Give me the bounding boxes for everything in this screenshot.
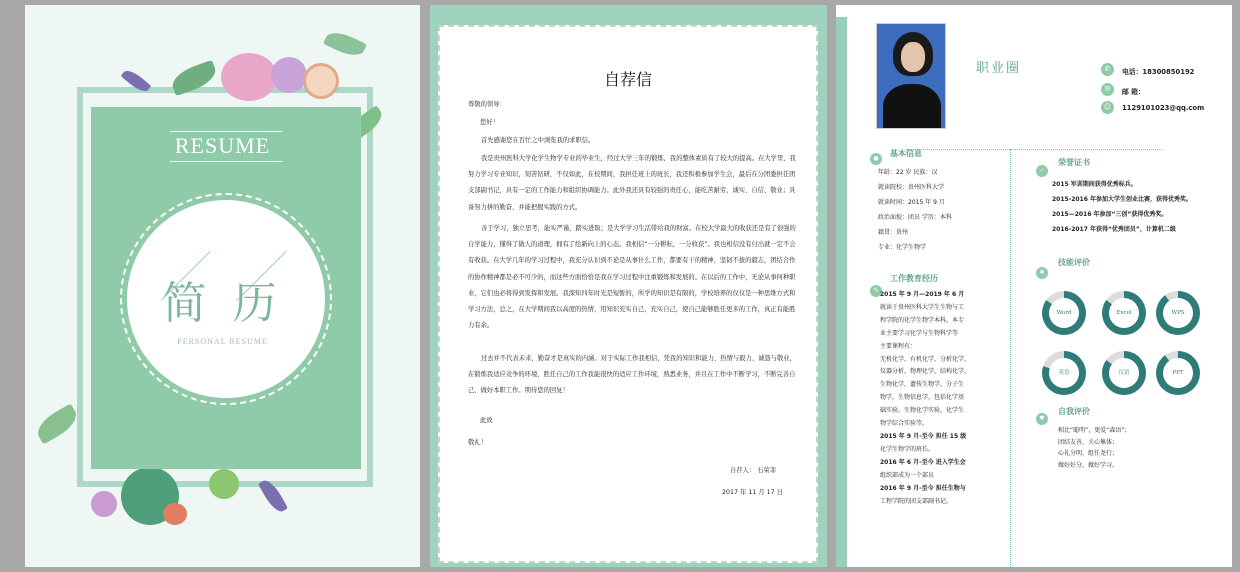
skill-ring (1102, 291, 1146, 335)
skill-ring (1102, 351, 1146, 395)
section-title-self: 自我评价 (1058, 407, 1090, 416)
education-item: 仪器分析，物理化学，结构化学， (880, 368, 971, 376)
letter-salutation: 尊敬的领导： (468, 101, 506, 108)
self-evaluation-item: 心礼分明，组任尧行； (1058, 450, 1119, 457)
letter-date: 2017 年 11 月 17 日 (722, 489, 783, 496)
cover-title: 简 历 (162, 278, 283, 329)
heart-icon: ♥ (1036, 413, 1048, 425)
skill-ring (1156, 351, 1200, 395)
skill-ring (1042, 351, 1086, 395)
education-item: 2015 年 9 月-至今 担任 15 级 (880, 432, 967, 440)
education-item: 生物化学，遗传生物学，分子生 (880, 381, 965, 389)
email-label: 邮 箱： (1122, 88, 1145, 96)
education-item: 主要课程有： (880, 342, 917, 350)
honor-item: 2015 军训期间获得优秀标兵。 (1052, 181, 1137, 188)
self-evaluation-item: 做好好分，做好学习。 (1058, 461, 1119, 469)
letter-paragraph: 首先感谢您在百忙之中浏览我的求职信。 (481, 137, 595, 144)
cover-subtitle: PERSONAL RESUME (177, 337, 268, 346)
divider (170, 161, 282, 162)
leaf-decoration (323, 27, 367, 60)
self-evaluation-item: 团结友善，关心集体； (1058, 438, 1119, 446)
skill-label: Word (1049, 298, 1079, 328)
letter-paragraph: 我是贵州医科大学化学生物学专业的毕业生，经过大学三年的锻炼，我的整体素质有了较大的提高。在大学里，我努力学习专业知识，刻苦钻研，不仅如此，在校期间，我担任班上的班长，我还积极参加学生会，最后在分团委担任团支部副书记，具有一定的工作能力和组织协调能力。此外我还具有较强的责任心，能吃苦耐劳，诚实、自信、敬业；具备努力拼的勤奋，并能把握实践的方式。 (468, 155, 796, 211)
basic-info-item: 籍贯：贵州 (878, 229, 909, 236)
basic-info-item: 年龄：22 岁 民族：汉 (878, 169, 938, 176)
education-item: 无机化学，有机化学，分析化学， (880, 355, 971, 363)
skill-ring (1042, 291, 1086, 335)
education-item: 组织部成为一个部员 (880, 471, 935, 479)
basic-info-item: 政治面貌：团员 学历：本科 (878, 214, 952, 221)
photo-face (901, 42, 925, 72)
self-evaluation-item: 相比“聪明”，更爱“森语”； (1058, 427, 1131, 434)
education-item: 工程学院的团支部副书记。 (880, 497, 953, 505)
resume-heading: RESUME (174, 133, 271, 158)
skill-ring (1156, 291, 1200, 335)
flower-decoration (271, 57, 307, 93)
skill-label: 英语 (1049, 358, 1079, 388)
basic-info-list (878, 165, 1008, 255)
basic-info-item: 专业：化学生物学 (878, 244, 927, 251)
phone-text: 电话：18300850192 (1122, 68, 1195, 76)
education-list (880, 289, 1006, 508)
skill-label: PPT (1163, 358, 1193, 388)
email-text: 1129101023@qq.com (1122, 104, 1205, 112)
letter-closing: 此致 (480, 417, 493, 424)
letter-sheet (438, 25, 818, 563)
resume-title: 职业圈 (976, 61, 1022, 76)
section-divider (906, 149, 1162, 150)
resume-page (836, 5, 1232, 567)
honor-item: 2015—2016 年参加“三创”获得优秀奖。 (1052, 211, 1168, 218)
divider (170, 131, 282, 132)
side-accent-bar (836, 17, 847, 567)
honors-list (1052, 177, 1232, 237)
chat-icon: ☺ (1101, 101, 1114, 114)
section-title-skills: 技能评价 (1058, 258, 1090, 267)
edit-icon: ✎ (870, 285, 882, 297)
letter-closing: 敬礼！ (468, 439, 487, 446)
phone-icon: ✆ (1101, 63, 1114, 76)
basic-info-item: 就读院校：贵州医科大学 (878, 184, 945, 191)
education-item: 业主要学习化学与生物科学等 (880, 329, 959, 337)
section-title-honors: 荣誉证书 (1058, 158, 1090, 167)
section-title-basic: 基本信息 (890, 149, 922, 158)
letter-greeting: 您好！ (480, 119, 499, 126)
cover-page (25, 5, 420, 567)
education-item: 物学，生物信息学，包括化学基 (880, 394, 965, 402)
basic-info-item: 就读时间：2015 年 9 月 (878, 199, 945, 206)
flower-decoration (163, 503, 187, 525)
letter-paragraph: 善于学习，独立思考，能实严谨，踏实进取；是大学学习生活带给我的财富。在校大学最大的收获还是有了很强的自学能力，懂得了做人的道理，拥有了绘新向上的心态。我相信“一分耕耘，一分收获”。我也相信没有付出就一定不会有收获。在大学几年的学习过程中，我充分认识到不论是从事什么工作，都要有干的精神，坚韧不拔的毅志，团结合作的协作精神都是必不可少的，而这些方面恰恰是我在学习过程中注重锻炼和发展的。在以后的工作中，无论从事何种职业，它们也必将得到发挥和发展。我深知四年时光是短暂的，所学的知识是有限的，学校培养的仅仅是一种思维方式和学习方法，总之，在大学期间我以高度的热情，用知识充实自己，充实自己，使自己能够胜任更多的工作，真正有能胜力有余。 (468, 225, 796, 330)
photo-body (883, 84, 941, 129)
honor-item: 2016-2017 年获得“优秀团员”，计算机二级 (1052, 226, 1176, 233)
succulent-decoration (209, 469, 239, 499)
section-title-education: 工作教育经历 (890, 274, 938, 283)
honor-item: 2015-2016 年参加大学生创业比赛，获得优秀奖。 (1052, 196, 1192, 203)
mail-icon: ✉ (1101, 83, 1114, 96)
letter-title: 自荐信 (603, 70, 652, 89)
letter-paragraph: 过去并不代表未来，勤奋才是真实的内涵。对于实际工作我相信，凭我的知识和能力、热情与毅力、诚恳与敬业，在锻炼我适应竞争的环境，胜任自己的工作我能很快的适应工作环境，熟悉业务，并且在工作中不断学习，不断完善自己，做好本职工作。期待您的回复！ (468, 355, 796, 395)
self-evaluation-list (1058, 425, 1218, 471)
skill-label: 汉语 (1109, 358, 1139, 388)
profile-photo (876, 23, 946, 129)
flower-decoration (91, 491, 117, 517)
user-icon: ● (870, 153, 882, 165)
education-item: 化学生物学的班长。 (880, 445, 935, 453)
column-divider (1010, 149, 1011, 567)
gear-icon: ✱ (1036, 267, 1048, 279)
letter-signer: 自荐人： 石荣菲 (730, 467, 777, 474)
leaf-decoration (32, 403, 81, 444)
education-item: 程学院的化学生物学本科。本专 (880, 316, 965, 324)
thumbs-up-icon: ✓ (1036, 165, 1048, 177)
education-item: 2016 年 6 月-至今 进入学生会 (880, 458, 966, 466)
education-item: 2015 年 9 月—2019 年 6 月 (880, 291, 965, 298)
skill-label: Excel (1109, 298, 1139, 328)
education-item: 2016 年 9 月-至今 担任生物与 (880, 484, 966, 492)
education-item: 物学综合实验等。 (880, 420, 929, 428)
flower-decoration (221, 53, 277, 101)
flower-decoration (303, 63, 339, 99)
skill-label: WPS (1163, 298, 1193, 328)
education-item: 础实验，生物化学实验，化学生 (880, 407, 965, 415)
letter-page (430, 5, 827, 567)
education-item: 就读于贵州医科大学生生物与工 (880, 303, 965, 311)
